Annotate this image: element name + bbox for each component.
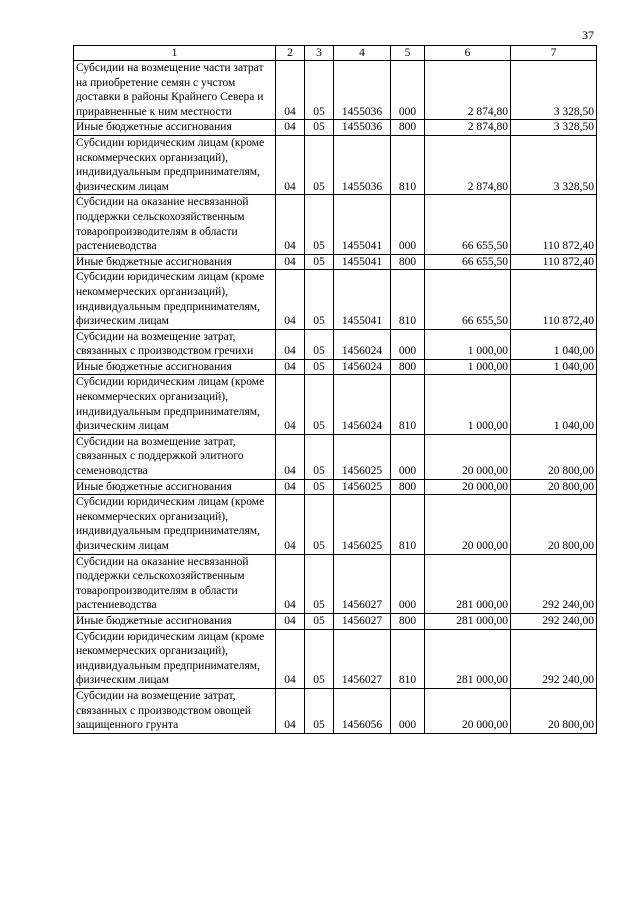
subsection-code: 05: [305, 254, 334, 270]
amount-year-2: 110 872,40: [511, 270, 597, 329]
table-row: [74, 613, 597, 629]
table-header-row: [74, 46, 597, 61]
subsection-code: 05: [305, 688, 334, 733]
section-code: 04: [276, 254, 305, 270]
target-article-code: 1456024: [334, 359, 391, 375]
table-row: [74, 434, 597, 479]
table-row: [74, 254, 597, 270]
amount-year-1: 1 000,00: [425, 359, 511, 375]
amount-year-1: 2 874,80: [425, 61, 511, 120]
amount-year-1: 20 000,00: [425, 495, 511, 554]
section-code: 04: [276, 120, 305, 136]
amount-year-2: 1 040,00: [511, 375, 597, 434]
expense-type-code: 800: [391, 254, 425, 270]
expense-type-code: 000: [391, 434, 425, 479]
table-row: [74, 195, 597, 254]
amount-year-1: 281 000,00: [425, 554, 511, 613]
amount-year-1: 1 000,00: [425, 375, 511, 434]
subsection-code: 05: [305, 479, 334, 495]
section-code: 04: [276, 613, 305, 629]
target-article-code: 1456025: [334, 495, 391, 554]
target-article-code: 1455036: [334, 135, 391, 194]
amount-year-1: 281 000,00: [425, 613, 511, 629]
table-row: [74, 135, 597, 194]
expense-type-code: 800: [391, 613, 425, 629]
table-row: [74, 329, 597, 359]
amount-year-2: 3 328,50: [511, 120, 597, 136]
subsection-code: 05: [305, 195, 334, 254]
section-code: 04: [276, 61, 305, 120]
expense-type-code: 800: [391, 359, 425, 375]
expense-type-code: 810: [391, 375, 425, 434]
section-code: 04: [276, 495, 305, 554]
subsection-code: 05: [305, 270, 334, 329]
subsection-code: 05: [305, 434, 334, 479]
subsection-code: 05: [305, 135, 334, 194]
expense-type-code: 810: [391, 629, 425, 688]
header-cell: 6: [425, 46, 511, 61]
subsection-code: 05: [305, 359, 334, 375]
section-code: 04: [276, 688, 305, 733]
item-name: Субсидии на возмещение части затрат на приобретение семян с учстом доставки в районы Крайнего Севера и приравненные к ним местности: [74, 61, 276, 120]
subsection-code: 05: [305, 329, 334, 359]
item-name: Субсидии юридическим лицам (кроме некоммерческих организаций), индивидуальным предпринимателям, физическим лицам: [74, 270, 276, 329]
expense-type-code: 810: [391, 495, 425, 554]
amount-year-1: 2 874,80: [425, 120, 511, 136]
item-name: Субсидии на возмещение затрат, связанных с производством гречихи: [74, 329, 276, 359]
table-row: [74, 61, 597, 120]
amount-year-2: 292 240,00: [511, 554, 597, 613]
header-cell: 2: [276, 46, 305, 61]
expense-type-code: 000: [391, 61, 425, 120]
header-cell: 7: [511, 46, 597, 61]
amount-year-2: 20 800,00: [511, 434, 597, 479]
target-article-code: 1456024: [334, 375, 391, 434]
amount-year-2: 110 872,40: [511, 254, 597, 270]
table-row: [74, 479, 597, 495]
amount-year-1: 66 655,50: [425, 270, 511, 329]
item-name: Иные бюджетные ассигнования: [74, 120, 276, 136]
item-name: Иные бюджетные ассигнования: [74, 254, 276, 270]
target-article-code: 1456027: [334, 613, 391, 629]
table-row: [74, 270, 597, 329]
target-article-code: 1455041: [334, 195, 391, 254]
table-row: [74, 495, 597, 554]
amount-year-2: 292 240,00: [511, 613, 597, 629]
amount-year-2: 1 040,00: [511, 359, 597, 375]
table-row: [74, 554, 597, 613]
expense-type-code: 000: [391, 688, 425, 733]
amount-year-1: 2 874,80: [425, 135, 511, 194]
target-article-code: 1456056: [334, 688, 391, 733]
amount-year-1: 20 000,00: [425, 479, 511, 495]
section-code: 04: [276, 359, 305, 375]
amount-year-2: 3 328,50: [511, 61, 597, 120]
amount-year-1: 281 000,00: [425, 629, 511, 688]
target-article-code: 1455036: [334, 61, 391, 120]
section-code: 04: [276, 270, 305, 329]
amount-year-2: 110 872,40: [511, 195, 597, 254]
amount-year-2: 292 240,00: [511, 629, 597, 688]
section-code: 04: [276, 195, 305, 254]
item-name: Субсидии юридическим лицам (кроме некоммерческих организаций), индивидуальным предпринимателям, физическим лицам: [74, 495, 276, 554]
expense-type-code: 800: [391, 120, 425, 136]
header-cell: 1: [74, 46, 276, 61]
item-name: Иные бюджетные ассигнования: [74, 359, 276, 375]
table-row: [74, 359, 597, 375]
target-article-code: 1456027: [334, 554, 391, 613]
section-code: 04: [276, 479, 305, 495]
table-body: [74, 61, 597, 734]
item-name: Иные бюджетные ассигнования: [74, 479, 276, 495]
item-name: Субсидии на возмещение затрат, связанных с поддержкой элитного семеноводства: [74, 434, 276, 479]
amount-year-1: 1 000,00: [425, 329, 511, 359]
table-row: [74, 375, 597, 434]
subsection-code: 05: [305, 495, 334, 554]
subsection-code: 05: [305, 375, 334, 434]
header-cell: 3: [305, 46, 334, 61]
subsection-code: 05: [305, 61, 334, 120]
table-row: [74, 629, 597, 688]
subsection-code: 05: [305, 629, 334, 688]
page-number: 37: [582, 28, 594, 42]
target-article-code: 1455036: [334, 120, 391, 136]
header-cell: 4: [334, 46, 391, 61]
target-article-code: 1456024: [334, 329, 391, 359]
subsection-code: 05: [305, 554, 334, 613]
target-article-code: 1455041: [334, 270, 391, 329]
subsection-code: 05: [305, 613, 334, 629]
target-article-code: 1456025: [334, 434, 391, 479]
amount-year-2: 20 800,00: [511, 479, 597, 495]
amount-year-1: 20 000,00: [425, 434, 511, 479]
expense-type-code: 810: [391, 270, 425, 329]
subsection-code: 05: [305, 120, 334, 136]
amount-year-2: 1 040,00: [511, 329, 597, 359]
expense-type-code: 000: [391, 554, 425, 613]
item-name: Иные бюджетные ассигнования: [74, 613, 276, 629]
section-code: 04: [276, 554, 305, 613]
section-code: 04: [276, 434, 305, 479]
amount-year-2: 20 800,00: [511, 495, 597, 554]
item-name: Субсидии на оказание несвязанной поддержки сельскохозяйственным товаропроизводителям в области растениеводства: [74, 554, 276, 613]
amount-year-1: 66 655,50: [425, 195, 511, 254]
section-code: 04: [276, 135, 305, 194]
expense-type-code: 810: [391, 135, 425, 194]
section-code: 04: [276, 329, 305, 359]
amount-year-2: 20 800,00: [511, 688, 597, 733]
amount-year-1: 20 000,00: [425, 688, 511, 733]
item-name: Субсидии на оказание несвязанной поддержки сельскохозяйственным товаропроизводителям в области растениеводства: [74, 195, 276, 254]
table-row: [74, 120, 597, 136]
target-article-code: 1455041: [334, 254, 391, 270]
budget-table: [73, 45, 597, 734]
item-name: Субсидии юридическим лицам (кроме некоммерческих организаций), индивидуальным предпринимателям, физическим лицам: [74, 375, 276, 434]
expense-type-code: 000: [391, 195, 425, 254]
item-name: Субсидии юридическим лицам (кроме нскоммерческих организаций), индивидуальным предпринимателям, физическим лицам: [74, 135, 276, 194]
amount-year-2: 3 328,50: [511, 135, 597, 194]
expense-type-code: 000: [391, 329, 425, 359]
table-row: [74, 688, 597, 733]
header-cell: 5: [391, 46, 425, 61]
item-name: Субсидии юридическим лицам (кроме некоммерческих организаций), индивидуальным предпринимателям, физическим лицам: [74, 629, 276, 688]
section-code: 04: [276, 629, 305, 688]
target-article-code: 1456027: [334, 629, 391, 688]
section-code: 04: [276, 375, 305, 434]
item-name: Субсидии на возмещение затрат, связанных с производством овощей защищенного грунта: [74, 688, 276, 733]
amount-year-1: 66 655,50: [425, 254, 511, 270]
expense-type-code: 800: [391, 479, 425, 495]
target-article-code: 1456025: [334, 479, 391, 495]
